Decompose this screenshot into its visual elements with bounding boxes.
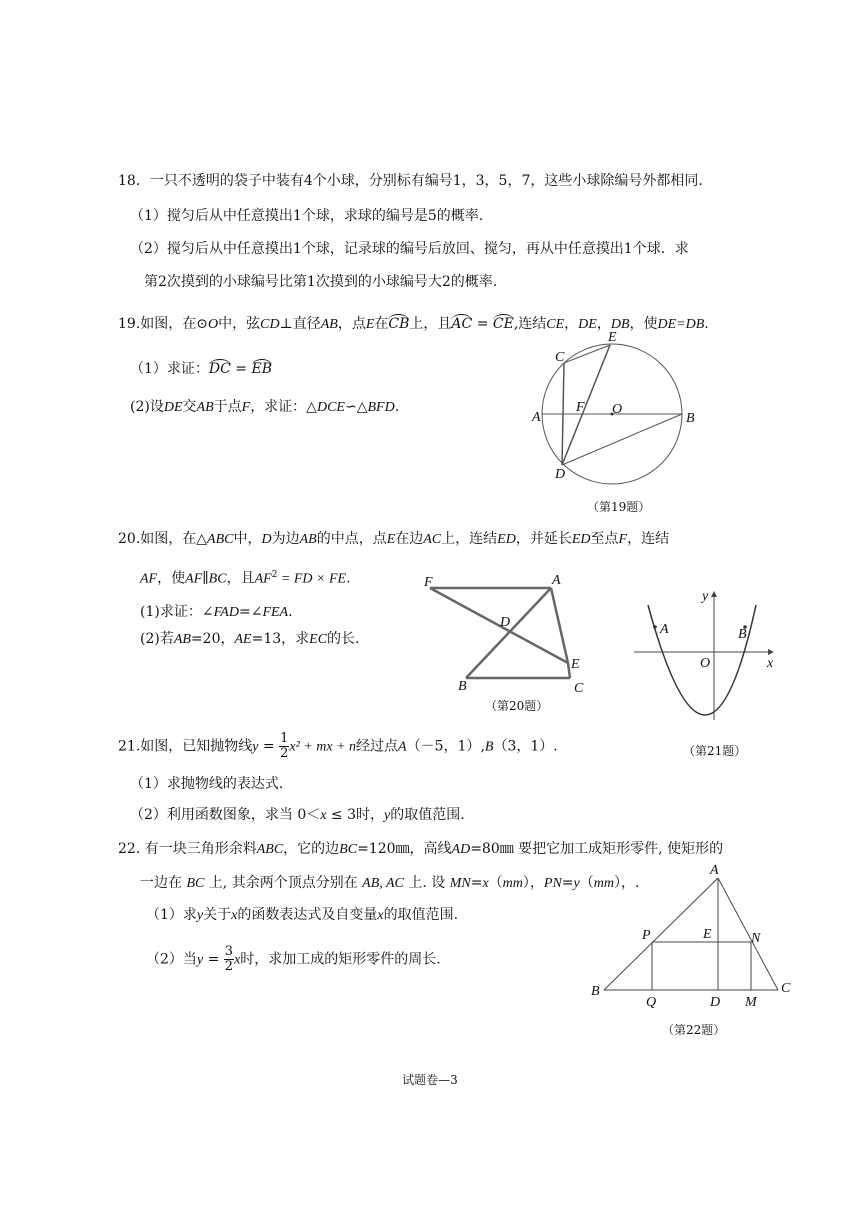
label-x: x — [767, 656, 774, 671]
label-A: A — [552, 573, 561, 588]
label-O: O — [700, 656, 711, 671]
page-footer: 试题卷—3 — [402, 1073, 458, 1087]
q18-part2-line2: 第2次摸到的小球编号比第1次摸到的小球编号大2的概率. — [144, 274, 498, 290]
arc-ce: CE — [492, 316, 514, 332]
q20-part2: (2)若AB=20，AE=13，求EC的长. — [140, 631, 360, 647]
label-B: B — [458, 679, 467, 694]
label-B: B — [738, 627, 747, 642]
q20-triangle-figure — [418, 570, 598, 695]
q20-part1: (1)求证：∠FAD=∠FEA. — [140, 604, 293, 620]
label-C: C — [555, 350, 565, 365]
label-Q: Q — [646, 995, 657, 1010]
q20-stem-line1: 20.如图，在△ABC中，D为边AB的中点，点E在边AC上，连结ED，并延长ED至点F，连结 — [118, 531, 670, 547]
q21-part2: （2）利用函数图象，求当 0＜x ≤ 3时，y的取值范围. — [130, 807, 465, 823]
label-C: C — [574, 681, 584, 696]
q20-caption: （第20题） — [485, 699, 549, 713]
label-N: N — [751, 931, 761, 946]
label-A: A — [660, 622, 669, 637]
label-E: E — [571, 657, 580, 672]
q21-caption: （第21题） — [683, 744, 747, 758]
label-D: D — [500, 615, 511, 630]
q18-part2-line1: （2）搅匀后从中任意摸出1个球，记录球的编号后放回、搅匀，再从中任意摸出1个球．求 — [130, 241, 689, 257]
label-O: O — [612, 402, 623, 417]
label-A: A — [532, 410, 541, 425]
label-E: E — [608, 330, 617, 345]
q19-stem: 19.如图，在⊙O中，弦CD⊥直径AB，点E在CB上，且AC = CE,连结CE，DE，DB，使DE=DB. — [118, 316, 709, 332]
q21-parabola-figure — [630, 585, 790, 730]
q22-stem-line2: 一边在 BC 上, 其余两个顶点分别在 AB, AC 上. 设 MN=x（mm），PN=y（mm），. — [140, 875, 640, 891]
q22-caption: （第22题） — [662, 1023, 726, 1037]
label-A: A — [710, 863, 719, 878]
label-M: M — [745, 995, 757, 1010]
q21-part1: （1）求抛物线的表达式. — [130, 776, 284, 792]
label-E: E — [703, 927, 712, 942]
q19-part2: (2)设DE交AB于点F，求证：△DCE∽△BFD. — [130, 399, 400, 415]
q19-caption: （第19题） — [587, 500, 651, 514]
q22-part2: （2）当y = $\frac{3}{2}$ x时，求加工成的矩形零件的周长. — [146, 944, 441, 974]
q18-stem: 18．一只不透明的袋子中装有4个小球，分别标有编号1，3，5，7，这些小球除编号外都相同. — [118, 173, 703, 189]
q20-stem-line2: AF，使AF∥BC，且$AF^2$ = FD × FE. — [140, 570, 351, 587]
label-P: P — [642, 928, 651, 943]
label-D: D — [555, 467, 566, 482]
q19-part1: （1）求证：DC = EB — [130, 361, 273, 377]
label-C: C — [781, 981, 791, 996]
label-B: B — [686, 411, 695, 426]
q21-stem: 21.如图，已知抛物线y = $\frac{1}{2}$ x² + mx + n经过点A（－5，1）,B（3，1）. — [118, 731, 558, 761]
label-F: F — [424, 575, 433, 590]
label-D: D — [710, 995, 721, 1010]
arc-cb: CB — [388, 316, 410, 332]
q19-circle-figure — [520, 325, 700, 485]
label-F: F — [576, 400, 585, 415]
q22-stem-line1: 22. 有一块三角形余料ABC，它的边BC=120㎜，高线AD=80㎜ 要把它加工成矩形零件, 使矩形的 — [118, 841, 724, 857]
label-B: B — [591, 984, 600, 999]
q18-part1: （1）搅匀后从中任意摸出1个球，求球的编号是5的概率. — [130, 208, 484, 224]
arc-ac: AC — [451, 316, 473, 332]
label-y: y — [702, 589, 709, 604]
q22-part1: （1）求y关于x的函数表达式及自变量x的取值范围. — [146, 907, 459, 923]
q22-triangle-figure — [588, 860, 798, 1020]
